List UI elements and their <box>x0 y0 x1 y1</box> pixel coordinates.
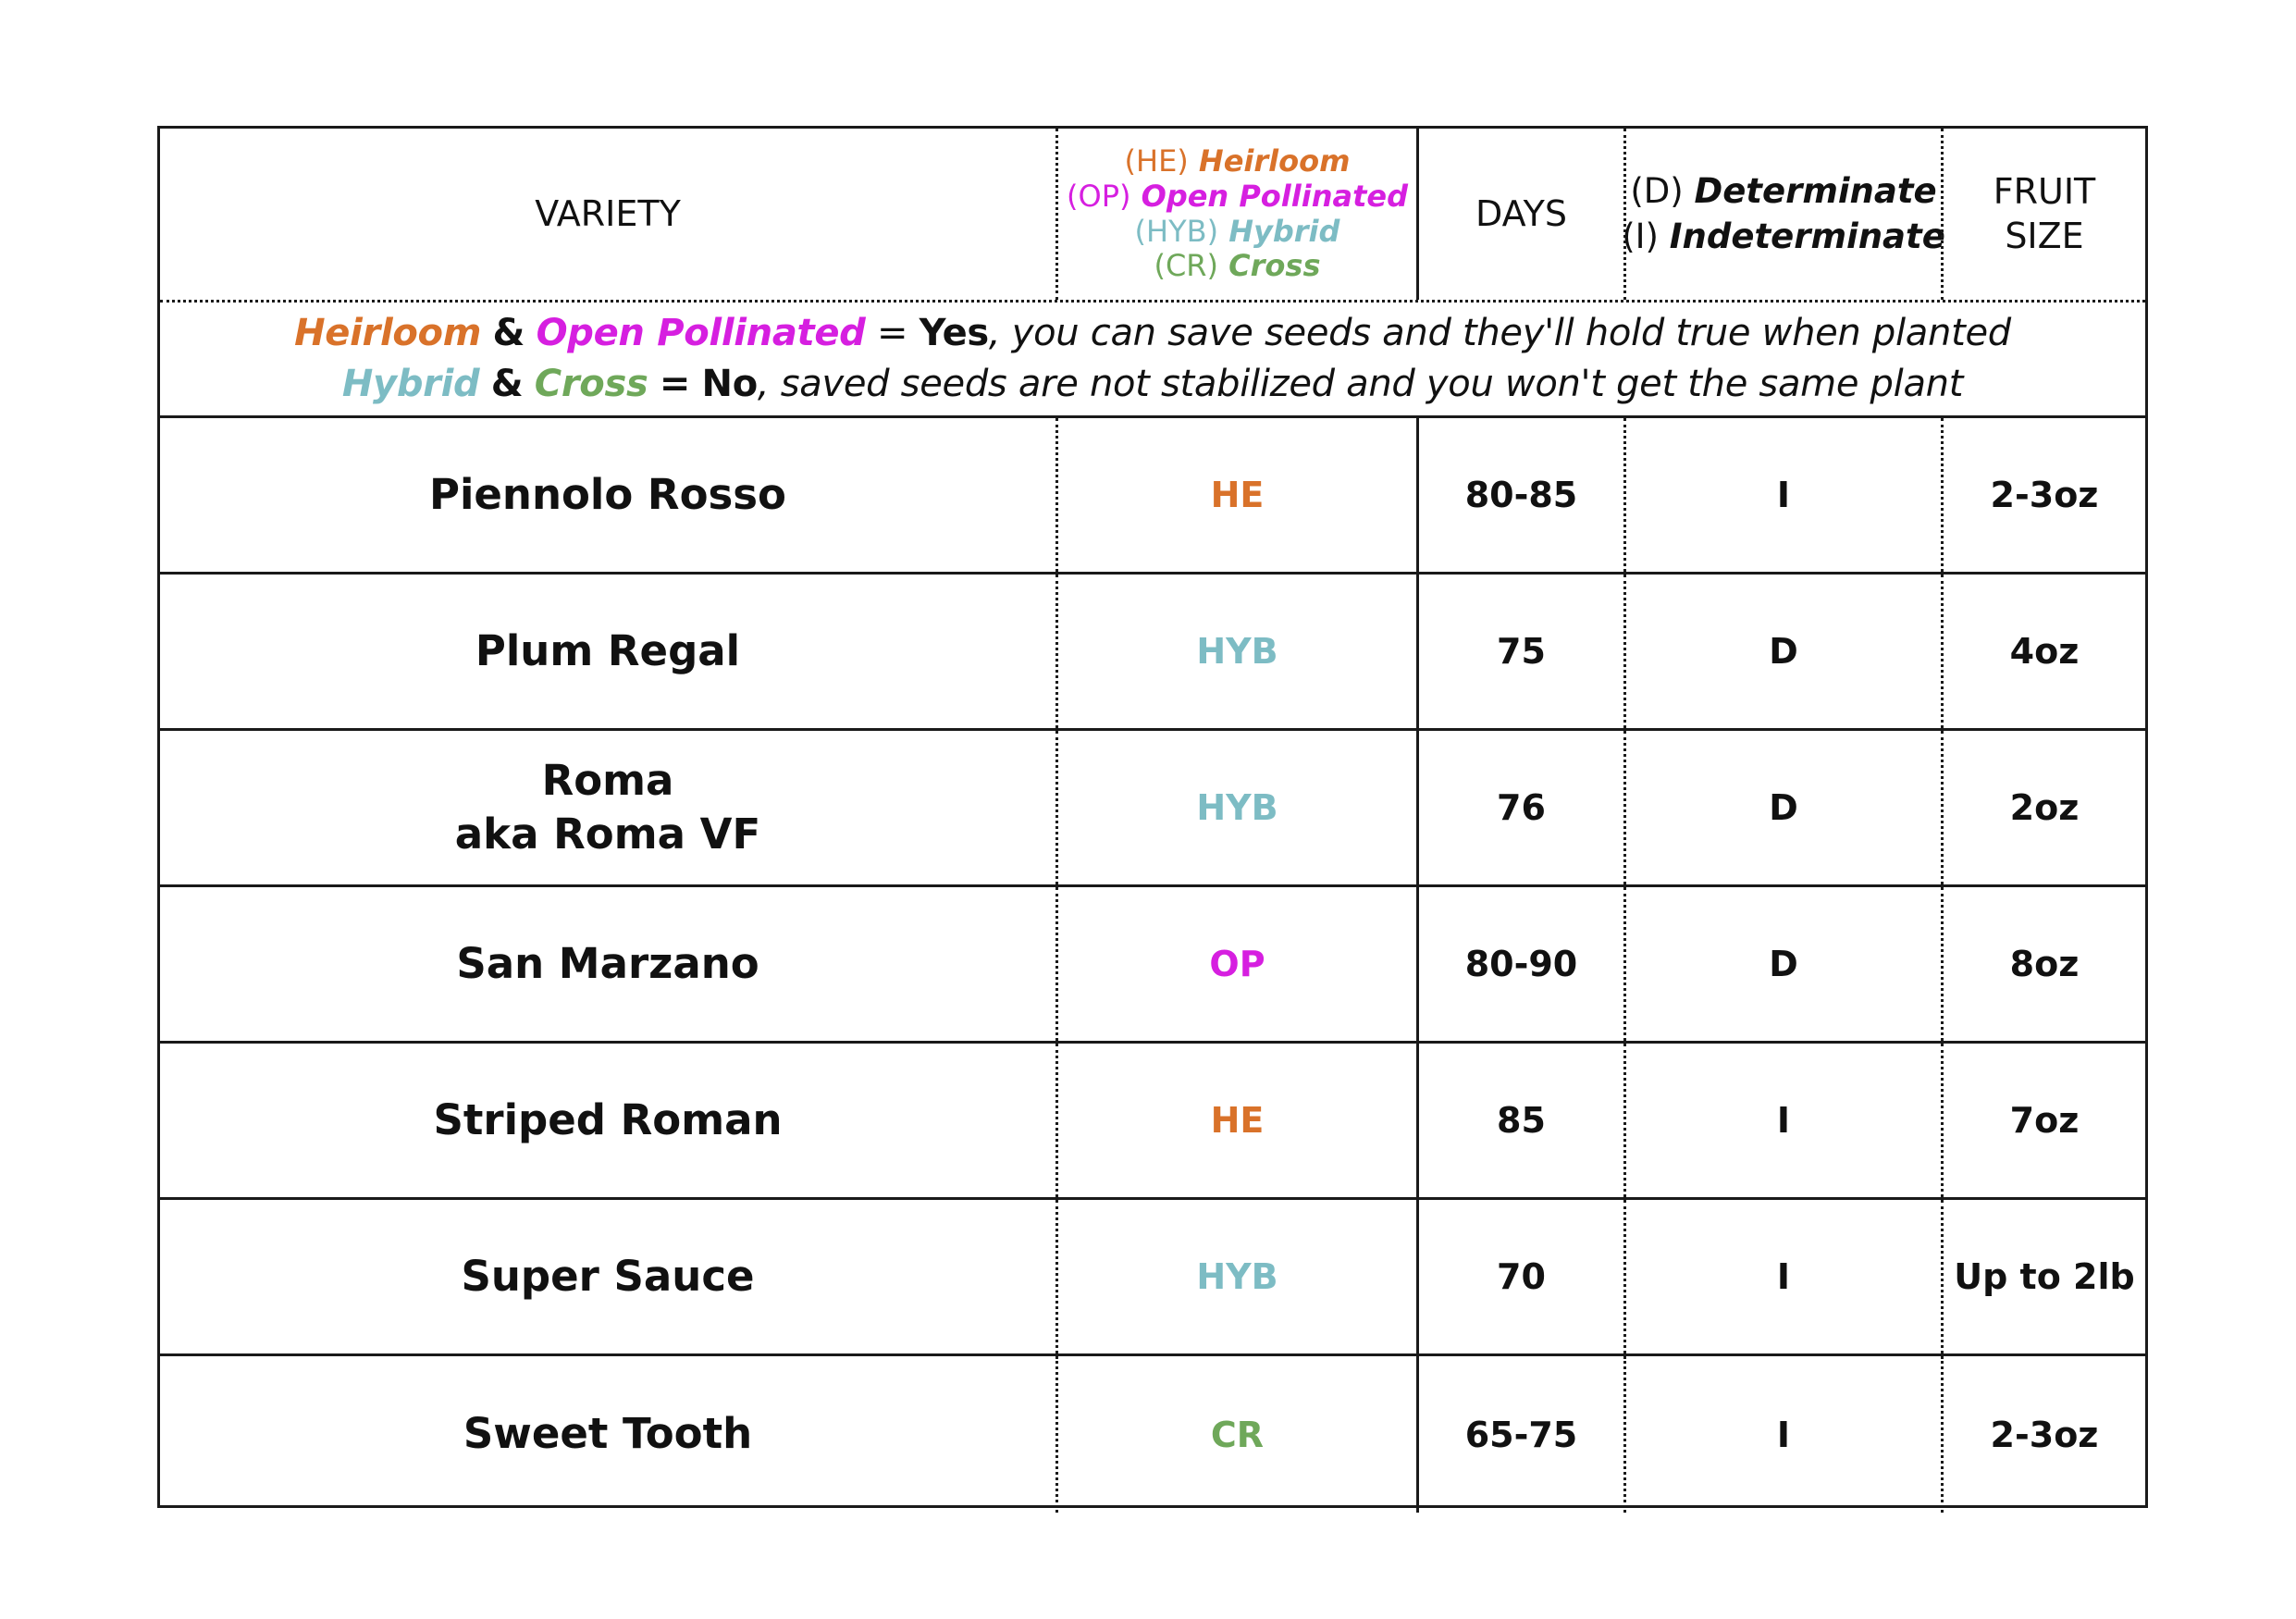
note-term-hybrid: Hybrid <box>341 363 480 405</box>
legend-code: (HYB) <box>1134 213 1219 249</box>
legend-indeterminate <box>1622 215 1945 259</box>
variety-name-line1: Super Sauce <box>461 1251 755 1301</box>
growth-habit-value: I <box>1776 1100 1791 1141</box>
header-fruit-size-cell <box>1941 129 2145 300</box>
variety-name <box>475 624 740 679</box>
fruit-size-value: Up to 2lb <box>1954 1256 2135 1297</box>
legend-open-pollinated <box>1067 179 1408 215</box>
variety-name-line1: San Marzano <box>456 938 759 988</box>
variety-name <box>433 1094 782 1148</box>
legend-code: (D) <box>1630 171 1684 212</box>
note-ampersand: & <box>490 363 524 405</box>
type-badge: HYB <box>1196 787 1278 828</box>
fruit-size-cell <box>1941 418 2145 572</box>
type-badge: HE <box>1210 1100 1265 1141</box>
legend-name: Hybrid <box>1228 213 1340 249</box>
variety-name-line1: Roma <box>541 755 674 805</box>
legend-name: Heirloom <box>1198 143 1351 179</box>
days-value: 80-85 <box>1464 475 1578 515</box>
fruit-size-value: 7oz <box>2009 1100 2080 1141</box>
variety-cell <box>160 731 1055 884</box>
table-row <box>160 418 2145 575</box>
variety-name <box>461 1250 754 1304</box>
growth-cell <box>1623 575 1941 728</box>
days-value: 85 <box>1497 1100 1546 1141</box>
variety-name <box>463 1407 752 1462</box>
fruit-size-cell <box>1941 731 2145 884</box>
table-header-row <box>160 129 2145 303</box>
growth-habit-value: D <box>1769 787 1798 828</box>
table-row <box>160 1200 2145 1356</box>
header-days-cell <box>1416 129 1623 300</box>
days-value: 80-90 <box>1464 944 1578 984</box>
legend-cross <box>1154 249 1320 284</box>
growth-habit-value: I <box>1776 475 1791 515</box>
days-value: 70 <box>1497 1256 1546 1297</box>
days-value: 75 <box>1497 631 1546 672</box>
header-fruit-size <box>1994 170 2096 258</box>
growth-cell <box>1623 1356 1941 1513</box>
table-row <box>160 887 2145 1044</box>
legend-code: (OP) <box>1067 178 1131 214</box>
legend-heirloom <box>1125 144 1351 179</box>
seed-saving-note <box>160 303 2145 418</box>
note-line-yes <box>294 308 2011 359</box>
growth-cell <box>1623 1044 1941 1197</box>
header-fruit-size-line2: SIZE <box>2005 215 2084 256</box>
table-body <box>160 418 2145 1513</box>
note-equals: = <box>876 311 908 354</box>
legend-hybrid <box>1135 215 1340 250</box>
note-term-cross: Cross <box>534 363 648 405</box>
legend-name: Determinate <box>1694 171 1937 212</box>
table-row <box>160 575 2145 731</box>
days-cell <box>1416 418 1623 572</box>
note-term-open-pollinated: Open Pollinated <box>536 311 866 354</box>
variety-name-line1: Plum Regal <box>475 625 741 675</box>
variety-name-line2: aka Roma VF <box>454 810 761 859</box>
legend-code: (CR) <box>1154 248 1219 284</box>
legend-name: Indeterminate <box>1669 216 1945 256</box>
type-cell <box>1055 1200 1416 1353</box>
variety-cell <box>160 1200 1055 1353</box>
type-cell <box>1055 1044 1416 1197</box>
header-growth-cell <box>1622 129 1945 300</box>
legend-code: (HE) <box>1124 143 1189 179</box>
type-badge: HYB <box>1196 1256 1278 1297</box>
type-legend <box>1067 144 1408 284</box>
type-badge: OP <box>1209 944 1265 984</box>
legend-code: (I) <box>1622 216 1659 256</box>
variety-name <box>456 937 759 992</box>
note-answer-yes: Yes <box>919 311 989 354</box>
days-cell <box>1416 1044 1623 1197</box>
fruit-size-cell <box>1941 575 2145 728</box>
growth-habit-value: I <box>1776 1256 1791 1297</box>
type-badge: HYB <box>1196 631 1278 672</box>
growth-cell <box>1623 1200 1941 1353</box>
header-variety: VARIETY <box>535 192 681 234</box>
variety-name-line1: Piennolo Rosso <box>429 469 786 519</box>
note-answer-no: No <box>701 363 758 405</box>
variety-name-line1: Striped Roman <box>433 1094 783 1144</box>
days-cell <box>1416 1356 1623 1513</box>
type-cell <box>1055 731 1416 884</box>
table-row <box>160 731 2145 887</box>
note-explanation: , you can save seeds and they'll hold true when planted <box>988 311 2011 354</box>
type-cell <box>1055 575 1416 728</box>
type-cell <box>1055 887 1416 1041</box>
fruit-size-value: 2oz <box>2009 787 2080 828</box>
growth-habit-value: I <box>1776 1414 1791 1455</box>
variety-cell <box>160 1356 1055 1513</box>
growth-habit-value: D <box>1769 631 1798 672</box>
days-cell <box>1416 1200 1623 1353</box>
growth-cell <box>1623 418 1941 572</box>
fruit-size-value: 8oz <box>2009 944 2080 984</box>
fruit-size-cell <box>1941 887 2145 1041</box>
variety-name <box>429 468 786 523</box>
tomato-variety-table <box>157 126 2148 1508</box>
table-row <box>160 1356 2145 1513</box>
fruit-size-cell <box>1941 1044 2145 1197</box>
variety-cell <box>160 418 1055 572</box>
fruit-size-value: 2-3oz <box>1990 1414 2099 1455</box>
header-variety-cell <box>160 129 1055 300</box>
type-cell <box>1055 1356 1416 1513</box>
variety-name <box>455 754 760 862</box>
days-cell <box>1416 575 1623 728</box>
fruit-size-value: 2-3oz <box>1990 475 2099 515</box>
type-badge: CR <box>1210 1414 1265 1455</box>
type-badge: HE <box>1210 475 1265 515</box>
fruit-size-cell <box>1941 1200 2145 1353</box>
note-term-heirloom: Heirloom <box>294 311 482 354</box>
days-cell <box>1416 731 1623 884</box>
type-cell <box>1055 418 1416 572</box>
header-fruit-size-line1: FRUIT <box>1993 171 2096 212</box>
table-row <box>160 1044 2145 1200</box>
note-line-no <box>342 359 1963 410</box>
variety-cell <box>160 575 1055 728</box>
header-type-legend-cell <box>1055 129 1416 300</box>
growth-cell <box>1623 731 1941 884</box>
note-ampersand: & <box>492 311 525 354</box>
days-value: 65-75 <box>1464 1414 1578 1455</box>
note-explanation: , saved seeds are not stabilized and you won't get the same plant <box>757 363 1964 405</box>
fruit-size-cell <box>1941 1356 2145 1513</box>
days-value: 76 <box>1497 787 1546 828</box>
note-equals: = <box>659 363 691 405</box>
fruit-size-value: 4oz <box>2009 631 2080 672</box>
legend-determinate <box>1630 169 1936 214</box>
growth-legend <box>1622 169 1945 258</box>
growth-habit-value: D <box>1769 944 1798 984</box>
days-cell <box>1416 887 1623 1041</box>
variety-cell <box>160 887 1055 1041</box>
legend-name: Open Pollinated <box>1141 178 1408 214</box>
growth-cell <box>1623 887 1941 1041</box>
variety-name-line1: Sweet Tooth <box>463 1409 753 1459</box>
header-days: DAYS <box>1475 192 1567 234</box>
variety-cell <box>160 1044 1055 1197</box>
legend-name: Cross <box>1228 248 1321 284</box>
